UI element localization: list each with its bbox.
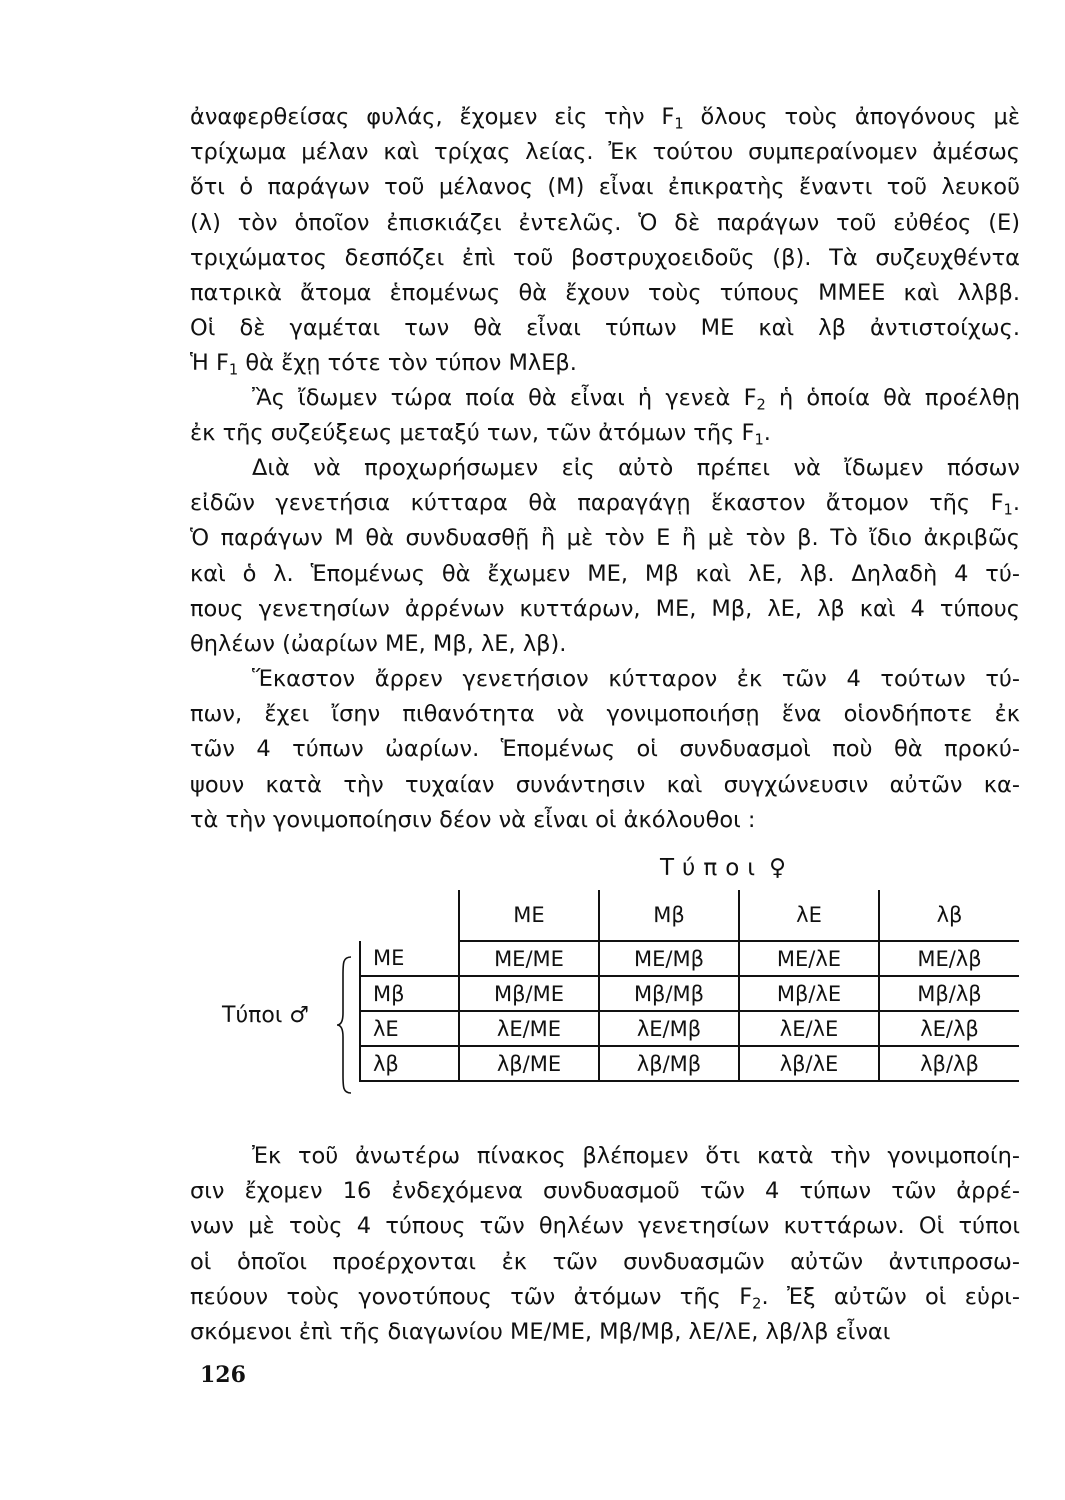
paragraph <box>190 100 1020 382</box>
text-line: Ὁ παράγων Μ θὰ συνδυασθῇ ἢ μὲ τὸν Ε ἢ μὲ τὸν β. Τὸ ἴδιο ἀκριβῶς <box>190 525 1020 552</box>
table-cell: Μβ/ΜΕ <box>459 976 599 1011</box>
column-header: λβ <box>879 890 1019 941</box>
text-line: τριχώματος δεσπόζει ἐπὶ τοῦ βοστρυχοειδοῦς (β). Τὰ συζευχθέντα <box>190 244 1020 271</box>
table-cell: Μβ/Μβ <box>599 976 739 1011</box>
row-header: Μβ <box>360 976 459 1011</box>
table-cell: λβ/Μβ <box>599 1046 739 1081</box>
table-cell: ΜΕ/λβ <box>879 941 1019 976</box>
table-cell: λβ/λΕ <box>739 1046 879 1081</box>
table-row <box>360 941 1019 976</box>
text-line: ἐκ τῆς συζεύξεως μεταξύ των, τῶν ἀτόμων τῆς $F_1$. <box>190 420 771 449</box>
table-cell: λΕ/λΕ <box>739 1011 879 1046</box>
page-number: 126 <box>200 1362 246 1388</box>
table-cell: Μβ/λΕ <box>739 976 879 1011</box>
row-header: λβ <box>360 1046 459 1081</box>
text-line: τρίχωμα μέλαν καὶ τρίχας λείας. Ἐκ τούτου συμπεραίνομεν ἀμέσως <box>190 139 1020 166</box>
row-header: λΕ <box>360 1011 459 1046</box>
table-cell: λΕ/ΜΕ <box>459 1011 599 1046</box>
male-types-label: Τύποι ♂ <box>222 1003 310 1028</box>
text-line: καὶ ὁ λ. Ἑπομένως θὰ ἔχωμεν ΜΕ, Μβ καὶ λΕ, λβ. Δηλαδὴ 4 τύ- <box>190 560 1020 587</box>
text-line: ψουν κατὰ τὴν τυχαίαν συνάντησιν καὶ συγχώνευσιν αὐτῶν κα- <box>190 771 1020 798</box>
paragraph <box>190 1139 1020 1350</box>
text-line: πους γενετησίων ἀρρένων κυττάρων, ΜΕ, Μβ, λΕ, λβ καὶ 4 τύπους <box>190 595 1020 622</box>
text-line: Ἐκ τοῦ ἀνωτέρω πίνακος βλέπομεν ὅτι κατὰ τὴν γονιμοποίη- <box>252 1143 1020 1169</box>
column-header: ΜΕ <box>459 890 599 941</box>
table-corner <box>360 890 459 941</box>
table-cell: ΜΕ/λΕ <box>739 941 879 976</box>
female-types-label: Τύποι <box>660 855 764 881</box>
column-header: λΕ <box>739 890 879 941</box>
text-line: τῶν 4 τύπων ὠαρίων. Ἑπομένως οἱ συνδυασμοὶ ποὺ θὰ προκύ- <box>190 736 1020 763</box>
text-line: θηλέων (ὠαρίων ΜΕ, Μβ, λΕ, λβ). <box>190 631 567 658</box>
text-line: Οἱ δὲ γαμέται των θὰ εἶναι τύπων ΜΕ καὶ λβ ἀντιστοίχως. <box>190 315 1020 342</box>
text-line: (λ) τὸν ὁποῖον ἐπισκιάζει ἐντελῶς. Ὁ δὲ παράγων τοῦ εὐθέος (Ε) <box>190 209 1020 236</box>
paragraph <box>190 381 1020 451</box>
male-symbol-icon: ♂ <box>289 1003 310 1028</box>
text-line: σκόμενοι ἐπὶ τῆς διαγωνίου ΜΕ/ΜΕ, Μβ/Μβ, λΕ/λΕ, λβ/λβ εἶναι <box>190 1319 891 1346</box>
female-symbol-icon: ♀ <box>769 855 786 881</box>
text-line: σιν ἔχομεν 16 ἐνδεχόμενα συνδυασμοῦ τῶν 4 τύπων τῶν ἀρρέ- <box>190 1178 1020 1205</box>
table-row <box>360 1046 1019 1081</box>
text-line: Ἕκαστον ἄρρεν γενετήσιον κύτταρον ἐκ τῶν 4 τούτων τύ- <box>252 666 1020 692</box>
table-cell: λΕ/Μβ <box>599 1011 739 1046</box>
curly-brace-icon <box>335 955 353 1095</box>
table-cell: ΜΕ/ΜΕ <box>459 941 599 976</box>
row-header: ΜΕ <box>360 941 459 976</box>
paragraph <box>190 451 1020 662</box>
text-line: οἱ ὁποῖοι προέρχονται ἐκ τῶν συνδυασμῶν αὐτῶν ἀντιπροσω- <box>190 1248 1020 1275</box>
text-line: τὰ τὴν γονιμοποίησιν δέον νὰ εἶναι οἱ ἀκόλουθοι : <box>190 806 756 833</box>
column-header: Μβ <box>599 890 739 941</box>
table-cell: ΜΕ/Μβ <box>599 941 739 976</box>
table-row <box>360 976 1019 1011</box>
text-line: Διὰ νὰ προχωρήσωμεν εἰς αὐτὸ πρέπει νὰ ἴδωμεν πόσων <box>252 455 1020 481</box>
table-heading <box>660 855 786 881</box>
text-line: πατρικὰ ἄτομα ἑπομένως θὰ ἔχουν τοὺς τύπους ΜΜΕΕ καὶ λλββ. <box>190 280 1020 307</box>
text-line: Ἂς ἴδωμεν τώρα ποία θὰ εἶναι ἡ γενεὰ $F_2$ ἡ ὁποία θὰ προέλθῃ <box>252 385 1020 414</box>
text-line: ὅτι ὁ παράγων τοῦ μέλανος (Μ) εἶναι ἐπικρατὴς ἔναντι τοῦ λευκοῦ <box>190 174 1020 201</box>
table-row <box>360 1011 1019 1046</box>
text-line: νων μὲ τοὺς 4 τύπους τῶν θηλέων γενετησίων κυττάρων. Οἱ τύποι <box>190 1213 1020 1240</box>
table-cell: λβ/ΜΕ <box>459 1046 599 1081</box>
table-cell: λΕ/λβ <box>879 1011 1019 1046</box>
paragraph <box>190 662 1020 838</box>
text-line: πεύουν τοὺς γονοτύπους τῶν ἀτόμων τῆς $F_2$. Ἐξ αὐτῶν οἱ εὑρι- <box>190 1283 1020 1313</box>
punnett-square-table <box>359 890 1019 1082</box>
text-line: πων, ἔχει ἴσην πιθανότητα νὰ γονιμοποιήσῃ ἕνα οἱονδήποτε ἐκ <box>190 701 1020 728</box>
table-cell: Μβ/λβ <box>879 976 1019 1011</box>
text-line: εἰδῶν γενετήσια κύτταρα θὰ παραγάγῃ ἕκαστον ἄτομον τῆς $F_1$. <box>190 490 1020 519</box>
text-line: Ἡ $F_1$ θὰ ἔχῃ τότε τὸν τύπον ΜλΕβ. <box>190 350 577 379</box>
table-cell: λβ/λβ <box>879 1046 1019 1081</box>
text-line: ἀναφερθείσας φυλάς, ἔχομεν εἰς τὴν $F_1$ ὅλους τοὺς ἀπογόνους μὲ <box>190 104 1021 133</box>
